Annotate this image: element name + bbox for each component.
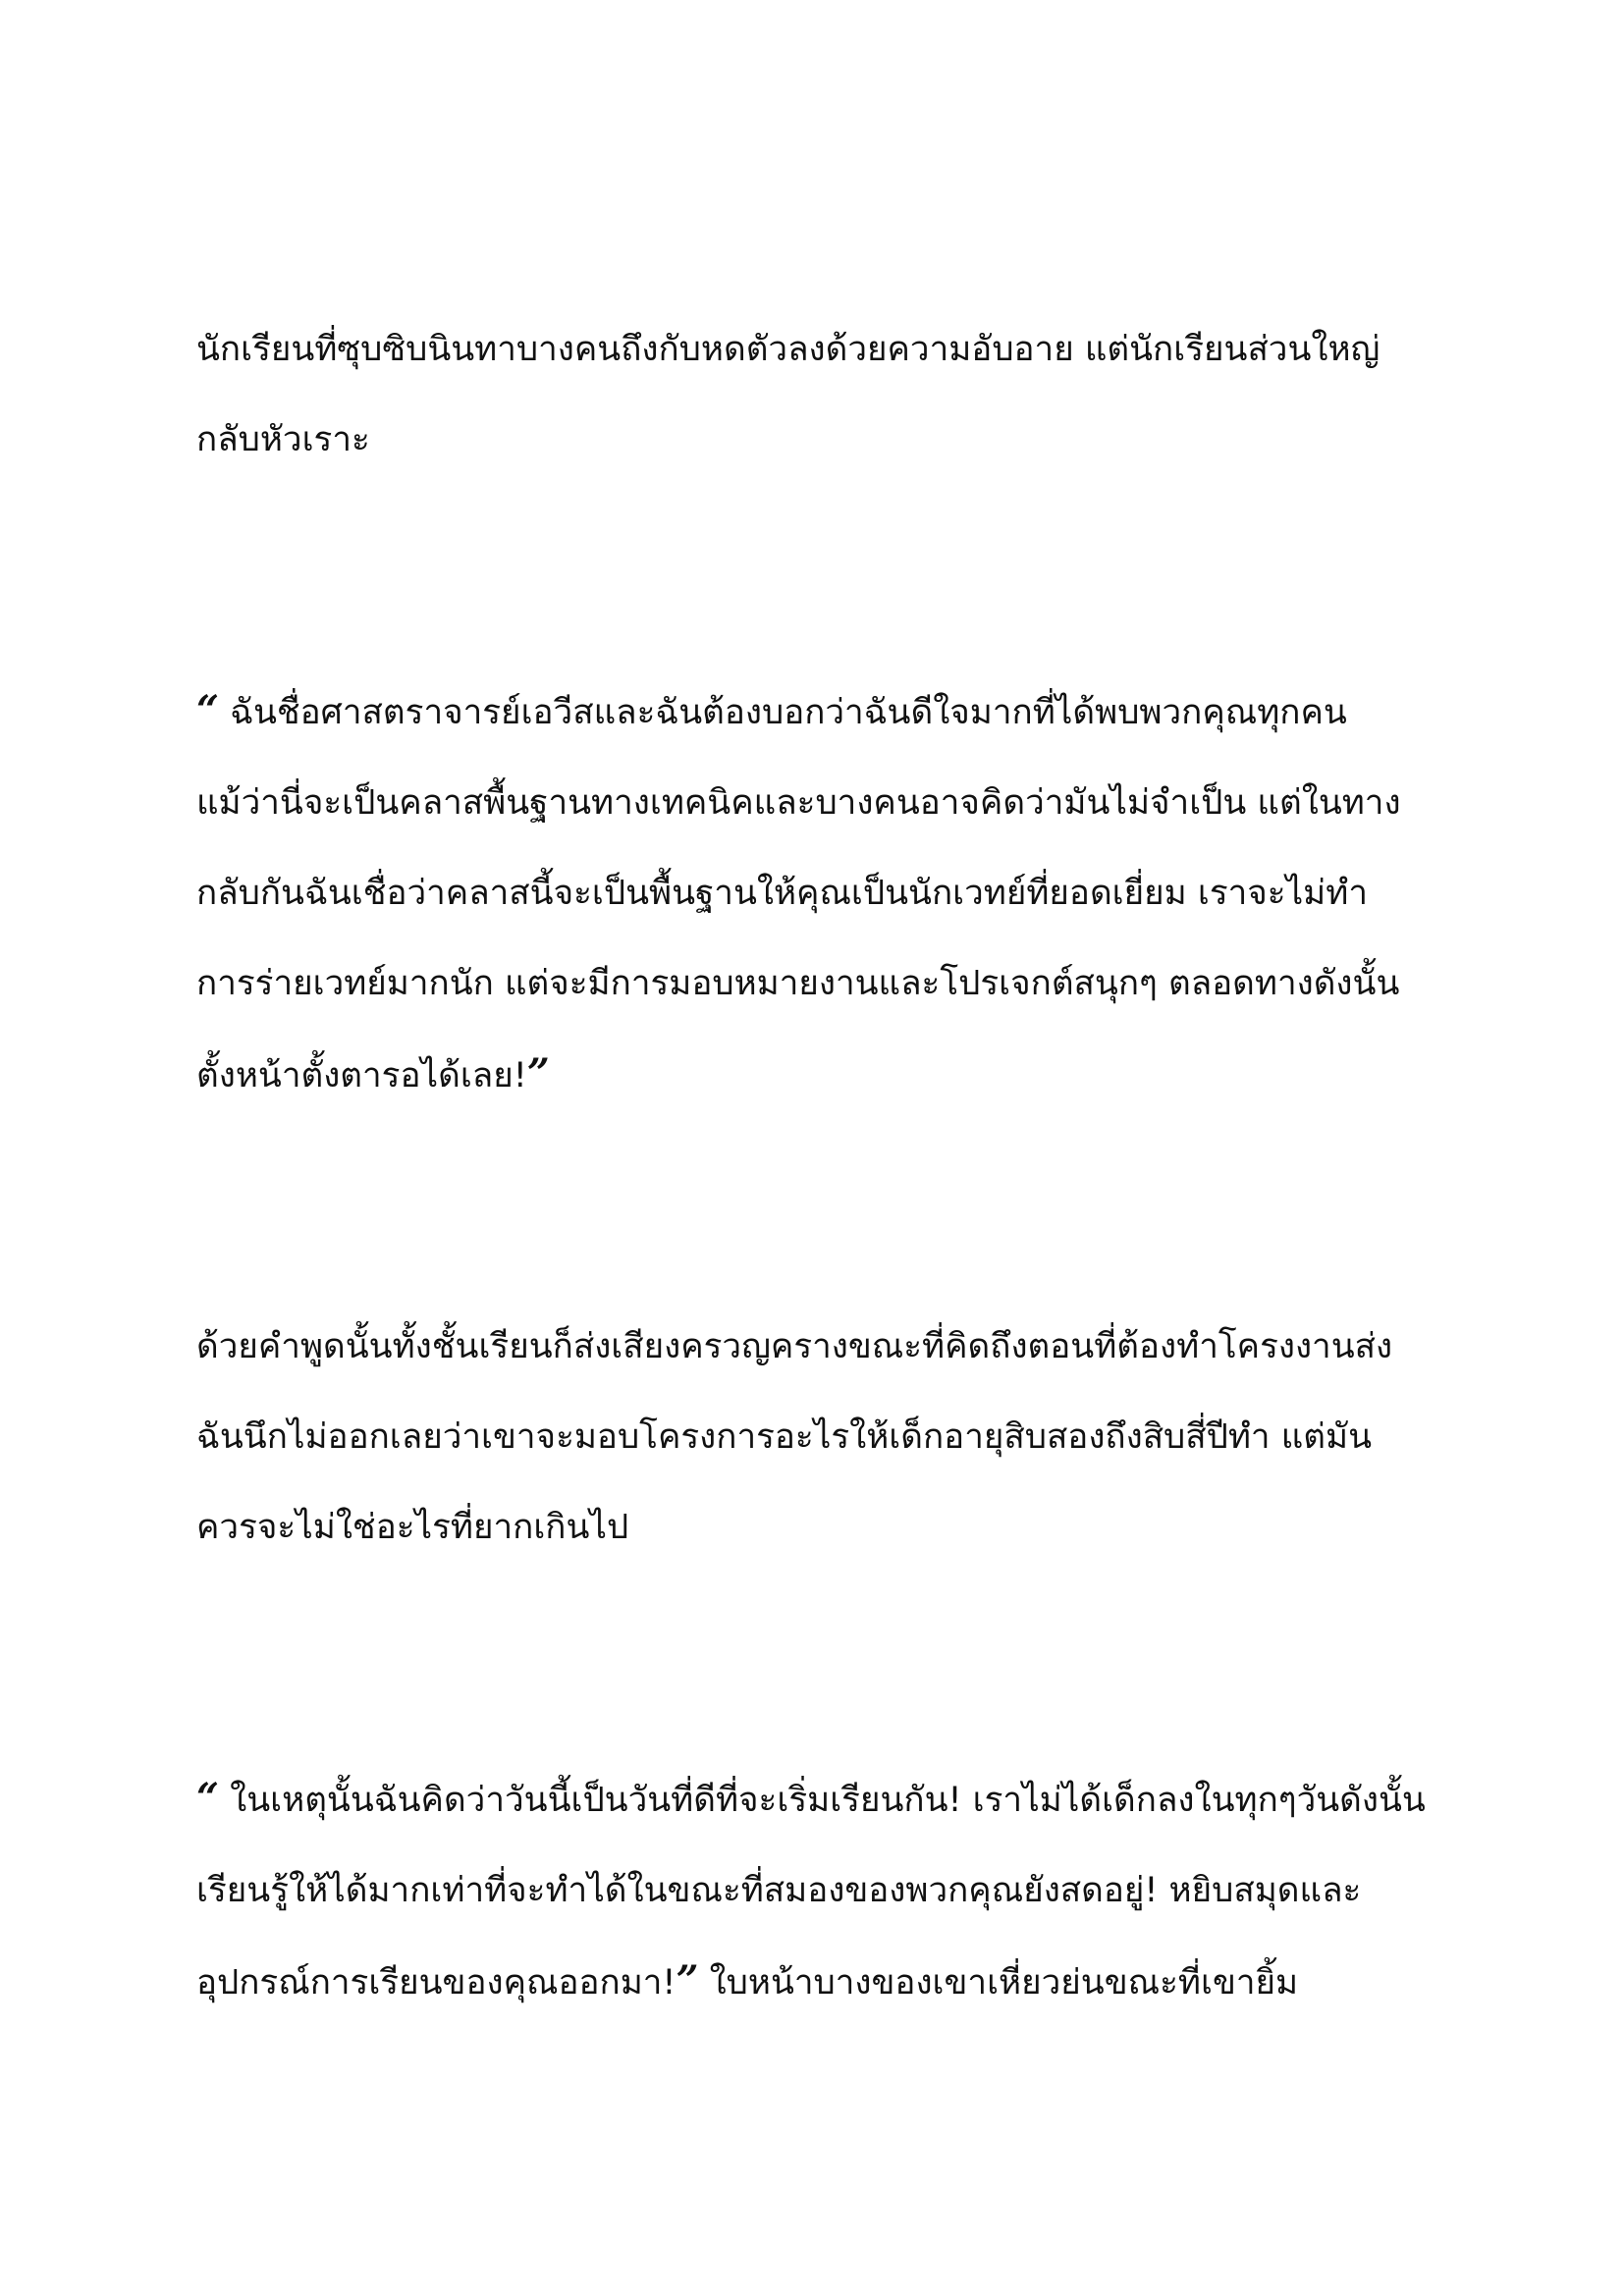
text-segment: ตั้งหน้าตั้งตารอได้เลย! [196, 1056, 527, 1095]
text-line: ด้วยคำพูดนั้นทั้งชั้นเรียนก็ส่งเสียงครวญครางขณะที่คิดถึงตอนที่ต้องทำโครงงานส่ง [196, 1327, 1393, 1366]
paragraph-4-quote [196, 1753, 1443, 2028]
text-line [196, 1029, 1443, 1121]
close-quote-mark: ” [676, 1957, 699, 2003]
text-segment: อุปกรณ์การเรียนของคุณออกมา! [196, 1963, 677, 2002]
paragraph-2-quote [196, 666, 1443, 1121]
text-line: นักเรียนที่ซุบซิบนินทาบางคนถึงกับหดตัวลงด้วยความอับอาย แต่นักเรียนส่วนใหญ่ [196, 330, 1380, 369]
text-line: ฉันนึกไม่ออกเลยว่าเขาจะมอบโครงการอะไรให้เด็กอายุสิบสองถึงสิบสี่ปีทำ แต่มัน [196, 1417, 1372, 1457]
document-body [196, 304, 1443, 2209]
paragraph-3 [196, 1302, 1443, 1573]
text-line [196, 666, 1443, 758]
text-line [196, 1936, 1443, 2028]
text-line: การร่ายเวทย์มากนัก แต่จะมีการมอบหมายงานและโปรเจกต์สนุกๆ ตลอดทางดังนั้น [196, 964, 1400, 1003]
text-line: เรียนรู้ให้ได้มากเท่าที่จะทำได้ในขณะที่สมองของพวกคุณยังสดอยู่! หยิบสมุดและ [196, 1871, 1362, 1910]
text-line [196, 1753, 1443, 1845]
close-quote-mark: ” [526, 1050, 550, 1096]
text-segment: ฉันชื่อศาสตราจารย์เอวีสและฉันต้องบอกว่าฉันดีใจมากที่ได้พบพวกคุณทุกคน [219, 693, 1347, 732]
text-line: ควรจะไม่ใช่อะไรที่ยากเกินไป [196, 1508, 629, 1547]
text-segment: ในเหตุนั้นฉันคิดว่าวันนี้เป็นวันที่ดีที่จะเริ่มเรียนกัน! เราไม่ได้เด็กลงในทุกๆวันดังนั้น [219, 1781, 1426, 1820]
paragraph-1 [196, 304, 1443, 485]
text-line: กลับหัวเราะ [196, 420, 370, 459]
open-quote-mark: “ [196, 1775, 220, 1821]
text-line: แม้ว่านี่จะเป็นคลาสพื้นฐานทางเทคนิคและบางคนอาจคิดว่ามันไม่จำเป็น แต่ในทาง [196, 783, 1401, 823]
open-quote-mark: “ [196, 687, 220, 733]
text-line: กลับกันฉันเชื่อว่าคลาสนี้จะเป็นพื้นฐานให้คุณเป็นนักเวทย์ที่ยอดเยี่ยม เราจะไม่ทำ [196, 874, 1368, 913]
text-segment: ใบหน้าบางของเขาเหี่ยวย่นขณะที่เขายิ้ม [698, 1963, 1299, 2002]
